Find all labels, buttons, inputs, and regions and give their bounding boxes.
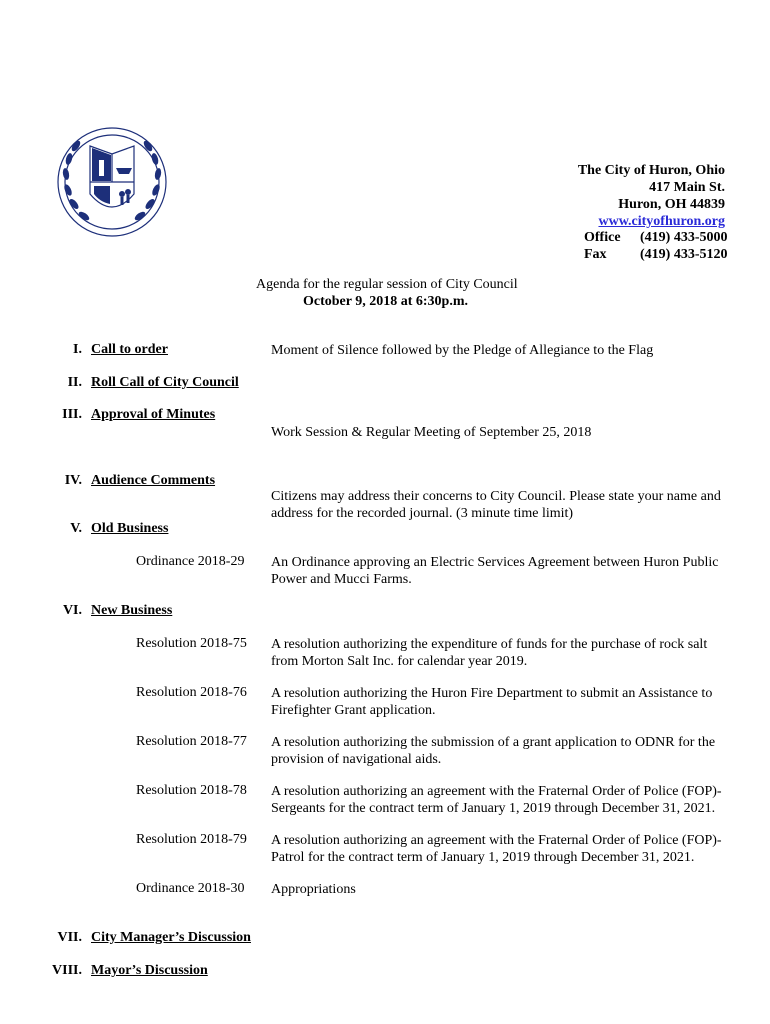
section-desc: Citizens may address their concerns to City Council. Please state your name and address for the recorded journal. (3 minute time limit) [271,489,721,521]
meeting-date: October 9, 2018 at 6:30p.m. [303,294,468,309]
website-link[interactable]: www.cityofhuron.org [598,214,725,229]
section-numeral: VII. [57,930,82,945]
item-desc: A resolution authorizing the submission of a grant application to ODNR for the provision of navigational aids. [271,735,716,767]
section-title-mayor: Mayor’s Discussion [91,963,208,978]
section-numeral: VI. [62,603,82,618]
org-name: The City of Huron, Ohio [577,163,725,178]
section-title-call-to-order: Call to order [91,342,168,357]
item-label: Resolution 2018-75 [136,636,247,651]
item-label: Resolution 2018-78 [136,783,247,798]
item-label: Resolution 2018-77 [136,734,247,749]
item-desc: A resolution authorizing an agreement with the Fraternal Order of Police (FOP)-Sergeants for the contract term of January 1, 2019 through December 31, 2021. [271,784,722,816]
item-label: Ordinance 2018-29 [136,554,245,569]
section-desc: Moment of Silence followed by the Pledge of Allegiance to the Flag [271,343,654,358]
item-label: Resolution 2018-79 [136,832,247,847]
section-numeral: I. [73,342,82,357]
item-label: Resolution 2018-76 [136,685,247,700]
section-title-new-business: New Business [91,603,173,618]
fax-phone: (419) 433-5120 [640,247,728,262]
item-desc: An Ordinance approving an Electric Services Agreement between Huron Public Power and Mucci Farms. [271,555,719,587]
section-numeral: V. [70,521,82,536]
item-desc: A resolution authorizing the expenditure of funds for the purchase of rock salt from Morton Salt Inc. for calendar year 2019. [271,637,708,669]
item-desc: A resolution authorizing the Huron Fire Department to submit an Assistance to Firefighter Grant application. [271,686,713,718]
section-numeral: II. [67,375,82,390]
office-phone: (419) 433-5000 [640,230,728,245]
agenda-title: Agenda for the regular session of City Council [256,277,518,292]
section-numeral: VIII. [52,963,82,978]
section-title-city-manager: City Manager’s Discussion [91,930,251,945]
item-desc: Appropriations [271,882,356,897]
fax-line [584,247,728,263]
section-numeral: IV. [64,473,82,488]
section-title-roll-call: Roll Call of City Council [91,375,239,390]
section-numeral: III. [62,407,82,422]
city-seal-logo [54,124,170,240]
street-address: 417 Main St. [649,180,725,195]
office-phone-line [584,230,728,246]
section-desc: Work Session & Regular Meeting of September 25, 2018 [271,425,592,440]
section-title-old-business: Old Business [91,521,169,536]
section-title-audience-comments: Audience Comments [91,473,216,488]
item-label: Ordinance 2018-30 [136,881,245,896]
office-label: Office [584,230,621,245]
section-title-approval-of-minutes: Approval of Minutes [91,407,216,422]
city-state-zip: Huron, OH 44839 [618,197,725,212]
fax-label: Fax [584,247,607,262]
address-block [578,162,725,230]
item-desc: A resolution authorizing an agreement with the Fraternal Order of Police (FOP)-Patrol for the contract term of January 1, 2019 through December 31, 2021. [271,833,722,865]
